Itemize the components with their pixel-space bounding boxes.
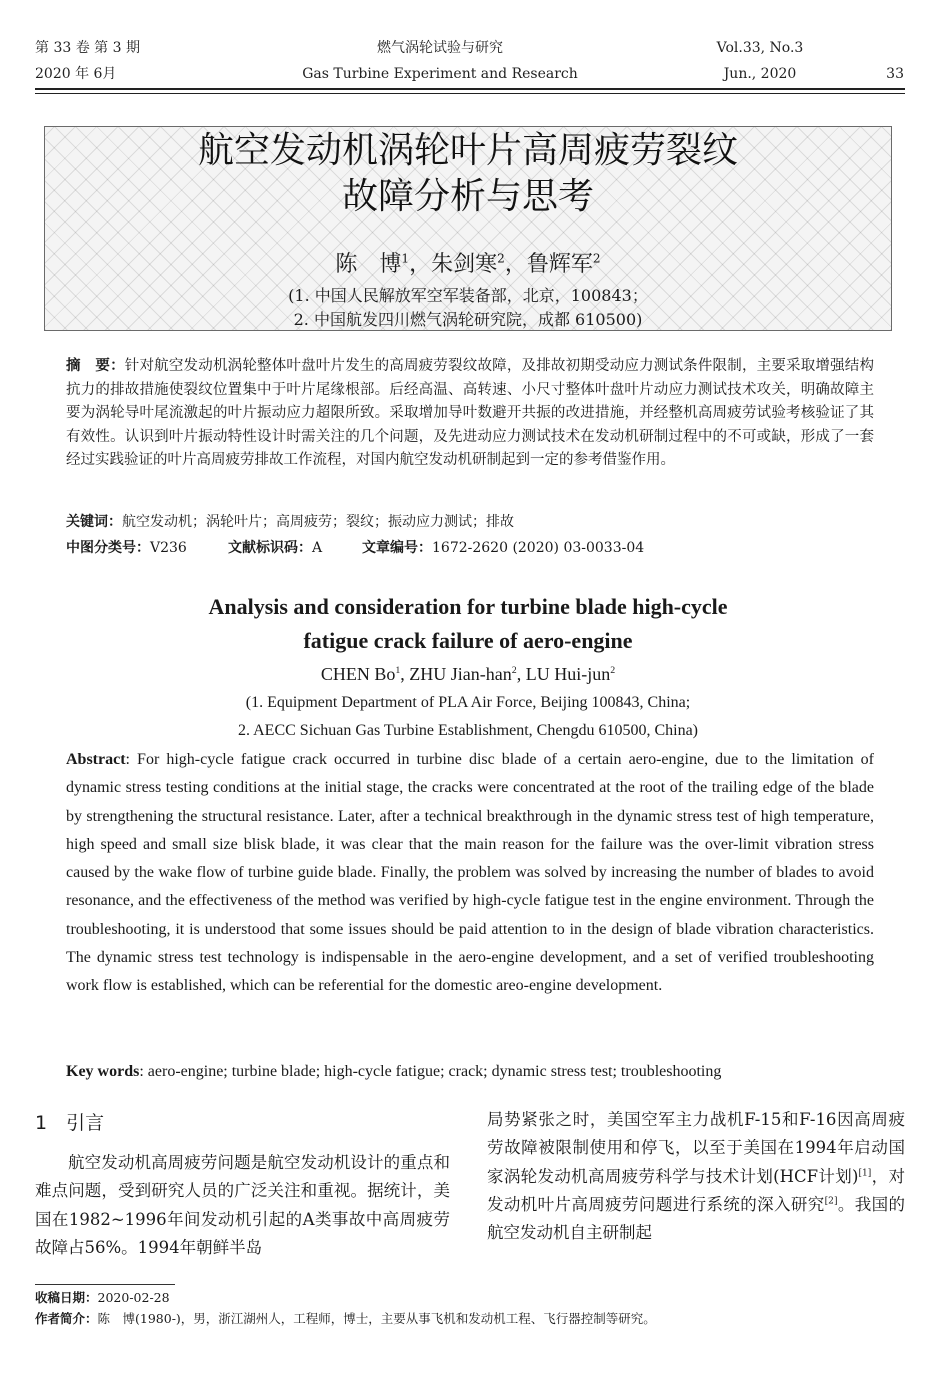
title-en-line2: fatigue crack failure of aero-engine <box>303 628 633 653</box>
doc-code: 文献标识码：A <box>228 540 323 556</box>
footnote-author-bio: 作者简介：陈 博(1980-)，男，浙江湖州人，工程师，博士，主要从事飞机和发动机工程、飞行器控制等研究。 <box>35 1311 656 1326</box>
title-cn-line2: 故障分析与思考 <box>341 176 594 217</box>
author-en-1: CHEN Bo$^1$ <box>320 664 401 684</box>
section-1-paragraph-left: 航空发动机高周疲劳问题是航空发动机设计的重点和难点问题，受到研究人员的广泛关注和重视。据统计，美国在1982~1996年间发动机引起的A类事故中高周疲劳故障占56%。1994年朝鲜半岛 <box>35 1153 450 1257</box>
affiliation-en-1: (1. Equipment Department of PLA Air Force, Beijing 100843, China; <box>245 694 691 711</box>
affiliation-cn-2: 2. 中国航发四川燃气涡轮研究院，成都 610500) <box>293 310 643 329</box>
class-number: 中图分类号：V236 <box>66 540 187 556</box>
affiliation-cn-1: (1. 中国人民解放军空军装备部，北京，100843； <box>288 286 648 305</box>
citation-1: [1] <box>858 1168 872 1179</box>
section-1-heading: 1 引言 <box>35 1112 105 1134</box>
keywords-en-label: Key words <box>66 1063 140 1080</box>
footnote-received: 收稿日期：2020-02-28 <box>35 1290 170 1305</box>
title-cn-line1: 航空发动机涡轮叶片高周疲劳裂纹 <box>197 130 738 171</box>
author-en-2: ZHU Jian-han$^2$ <box>409 664 517 684</box>
header-date-cn: 2020 年 6月 <box>35 66 117 82</box>
abstract-en-label: Abstract <box>66 751 126 768</box>
abstract-cn-text: 针对航空发动机涡轮整体叶盘叶片发生的高周疲劳裂纹故障，及排故初期受动应力测试条件限制，主要采取增强结构抗力的排故措施使裂纹位置集中于叶片尾缘根部。后经高温、高转速、小尺寸整体叶盘叶片动应力测试技术攻关，明确故障主要为涡轮导叶尾流激起的叶片振动应力超限所致。采取增加导叶数避开共振的改进措施，并经整机高周疲劳试验考核验证了其有效性。认识到叶片振动特性设计时需关注的几个问题，及先进动应力测试技术在发动机研制过程中的不可或缺，形成了一套经过实践验证的叶片高周疲劳排故工作流程，对国内航空发动机研制起到一定的参考借鉴作用。 <box>66 358 874 468</box>
header-rule <box>35 88 905 90</box>
author-en-3: LU Hui-jun$^2$ <box>525 664 616 684</box>
article-number: 文章编号：1672-2620 (2020) 03-0033-04 <box>362 540 645 556</box>
abstract-cn-label: 摘 要： <box>66 358 125 374</box>
author-cn-2: 朱剑寒$^2$ <box>431 251 505 277</box>
header-volume-en: Vol.33, No.3 <box>716 40 804 56</box>
keywords-en: Key words: aero-engine; turbine blade; high-cycle fatigue; crack; dynamic stress test; troubleshooting <box>66 1063 722 1080</box>
header-journal-cn: 燃气涡轮试验与研究 <box>377 40 503 56</box>
abstract-cn <box>66 355 874 473</box>
header-rule-thin <box>35 93 905 94</box>
keywords-cn: 关键词：航空发动机；涡轮叶片；高周疲劳；裂纹；振动应力测试；排故 <box>66 514 514 530</box>
abstract-en-text: For high-cycle fatigue crack occurred in turbine disc blade of a certain aero-engine, due to the limitation of dynamic stress testing conditions at the initial stage, the cracks were concentrated at the root of the trailing edge of the blade by strengthening the structural resistance. Later, after a technical breakthrough in the dynamic stress test of high temperature, high speed and small size blisk blade, it was clear that the main reason for the failure was the over-limit vibration stress caused by the wake flow of turbine guide blade. Finally, the problem was solved by increasing the number of blades to avoid resonance, and the effectiveness of the method was verified by high-cycle fatigue test in the engine environment. Through the troubleshooting, it is understood that some issues should be paid attention to in the design of blade vibration characteristics. The dynamic stress test technology is indispensable in the aero-engine development, and a set of verified troubleshooting work flow is established, which can be referential for the domestic areo-engine development. <box>66 751 874 995</box>
affiliation-en-2: 2. AECC Sichuan Gas Turbine Establishment, Chengdu 610500, China) <box>238 722 698 739</box>
authors-en: CHEN Bo$^1$, ZHU Jian-han$^2$, LU Hui-jun$^2$ <box>320 664 616 684</box>
keywords-en-text: aero-engine; turbine blade; high-cycle fatigue; crack; dynamic stress test; troubleshooting <box>147 1063 722 1080</box>
page-number: 33 <box>886 66 904 82</box>
footnote-rule <box>35 1284 175 1285</box>
section-1-left-column <box>35 1149 450 1262</box>
section-1-right-column <box>487 1106 905 1247</box>
author-cn-1: 陈 博$^1$ <box>335 251 410 277</box>
abstract-en: Abstract: For high-cycle fatigue crack occurred in turbine disc blade of a certain aero-engine, due to the limitation of dynamic stress testing conditions at the initial stage, the cracks were concentrated at the root of the trailing edge of the blade by strengthening the structural resistance. Later, after a technical breakthrough in the dynamic stress test of high temperature, high speed and small size blisk blade, it was clear that the main reason for the failure was the over-limit vibration stress caused by the wake flow of turbine guide blade. Finally, the problem was solved by increasing the number of blades to avoid resonance, and the effectiveness of the method was verified by high-cycle fatigue test in the engine environment. Through the troubleshooting, it is understood that some issues should be paid attention to in the design of blade vibration characteristics. The dynamic stress test technology is indispensable in the aero-engine development, and a set of verified troubleshooting work flow is established, which can be referential for the domestic areo-engine development. <box>66 751 874 995</box>
authors-cn: 陈 博$^1$，朱剑寒$^2$，鲁辉军$^2$ <box>335 251 601 277</box>
header-date-en: Jun., 2020 <box>723 66 797 82</box>
header-journal-en: Gas Turbine Experiment and Research <box>302 66 578 82</box>
title-en-line1: Analysis and consideration for turbine blade high-cycle <box>208 594 728 619</box>
citation-2: [2] <box>824 1196 838 1207</box>
author-cn-3: 鲁辉军$^2$ <box>526 251 601 277</box>
section-1-paragraph-right: 局势紧张之时，美国空军主力战机F-15和F-16因高周疲劳故障被限制使用和停飞，以至于美国在1994年启动国家涡轮发动机高周疲劳科学与技术计划(HCF计划)[1]，对发动机叶片高周疲劳问题进行系统的深入研究[2]。我国的航空发动机自主研制起 <box>487 1110 906 1243</box>
header-volume-cn: 第 33 卷 第 3 期 <box>35 40 140 56</box>
